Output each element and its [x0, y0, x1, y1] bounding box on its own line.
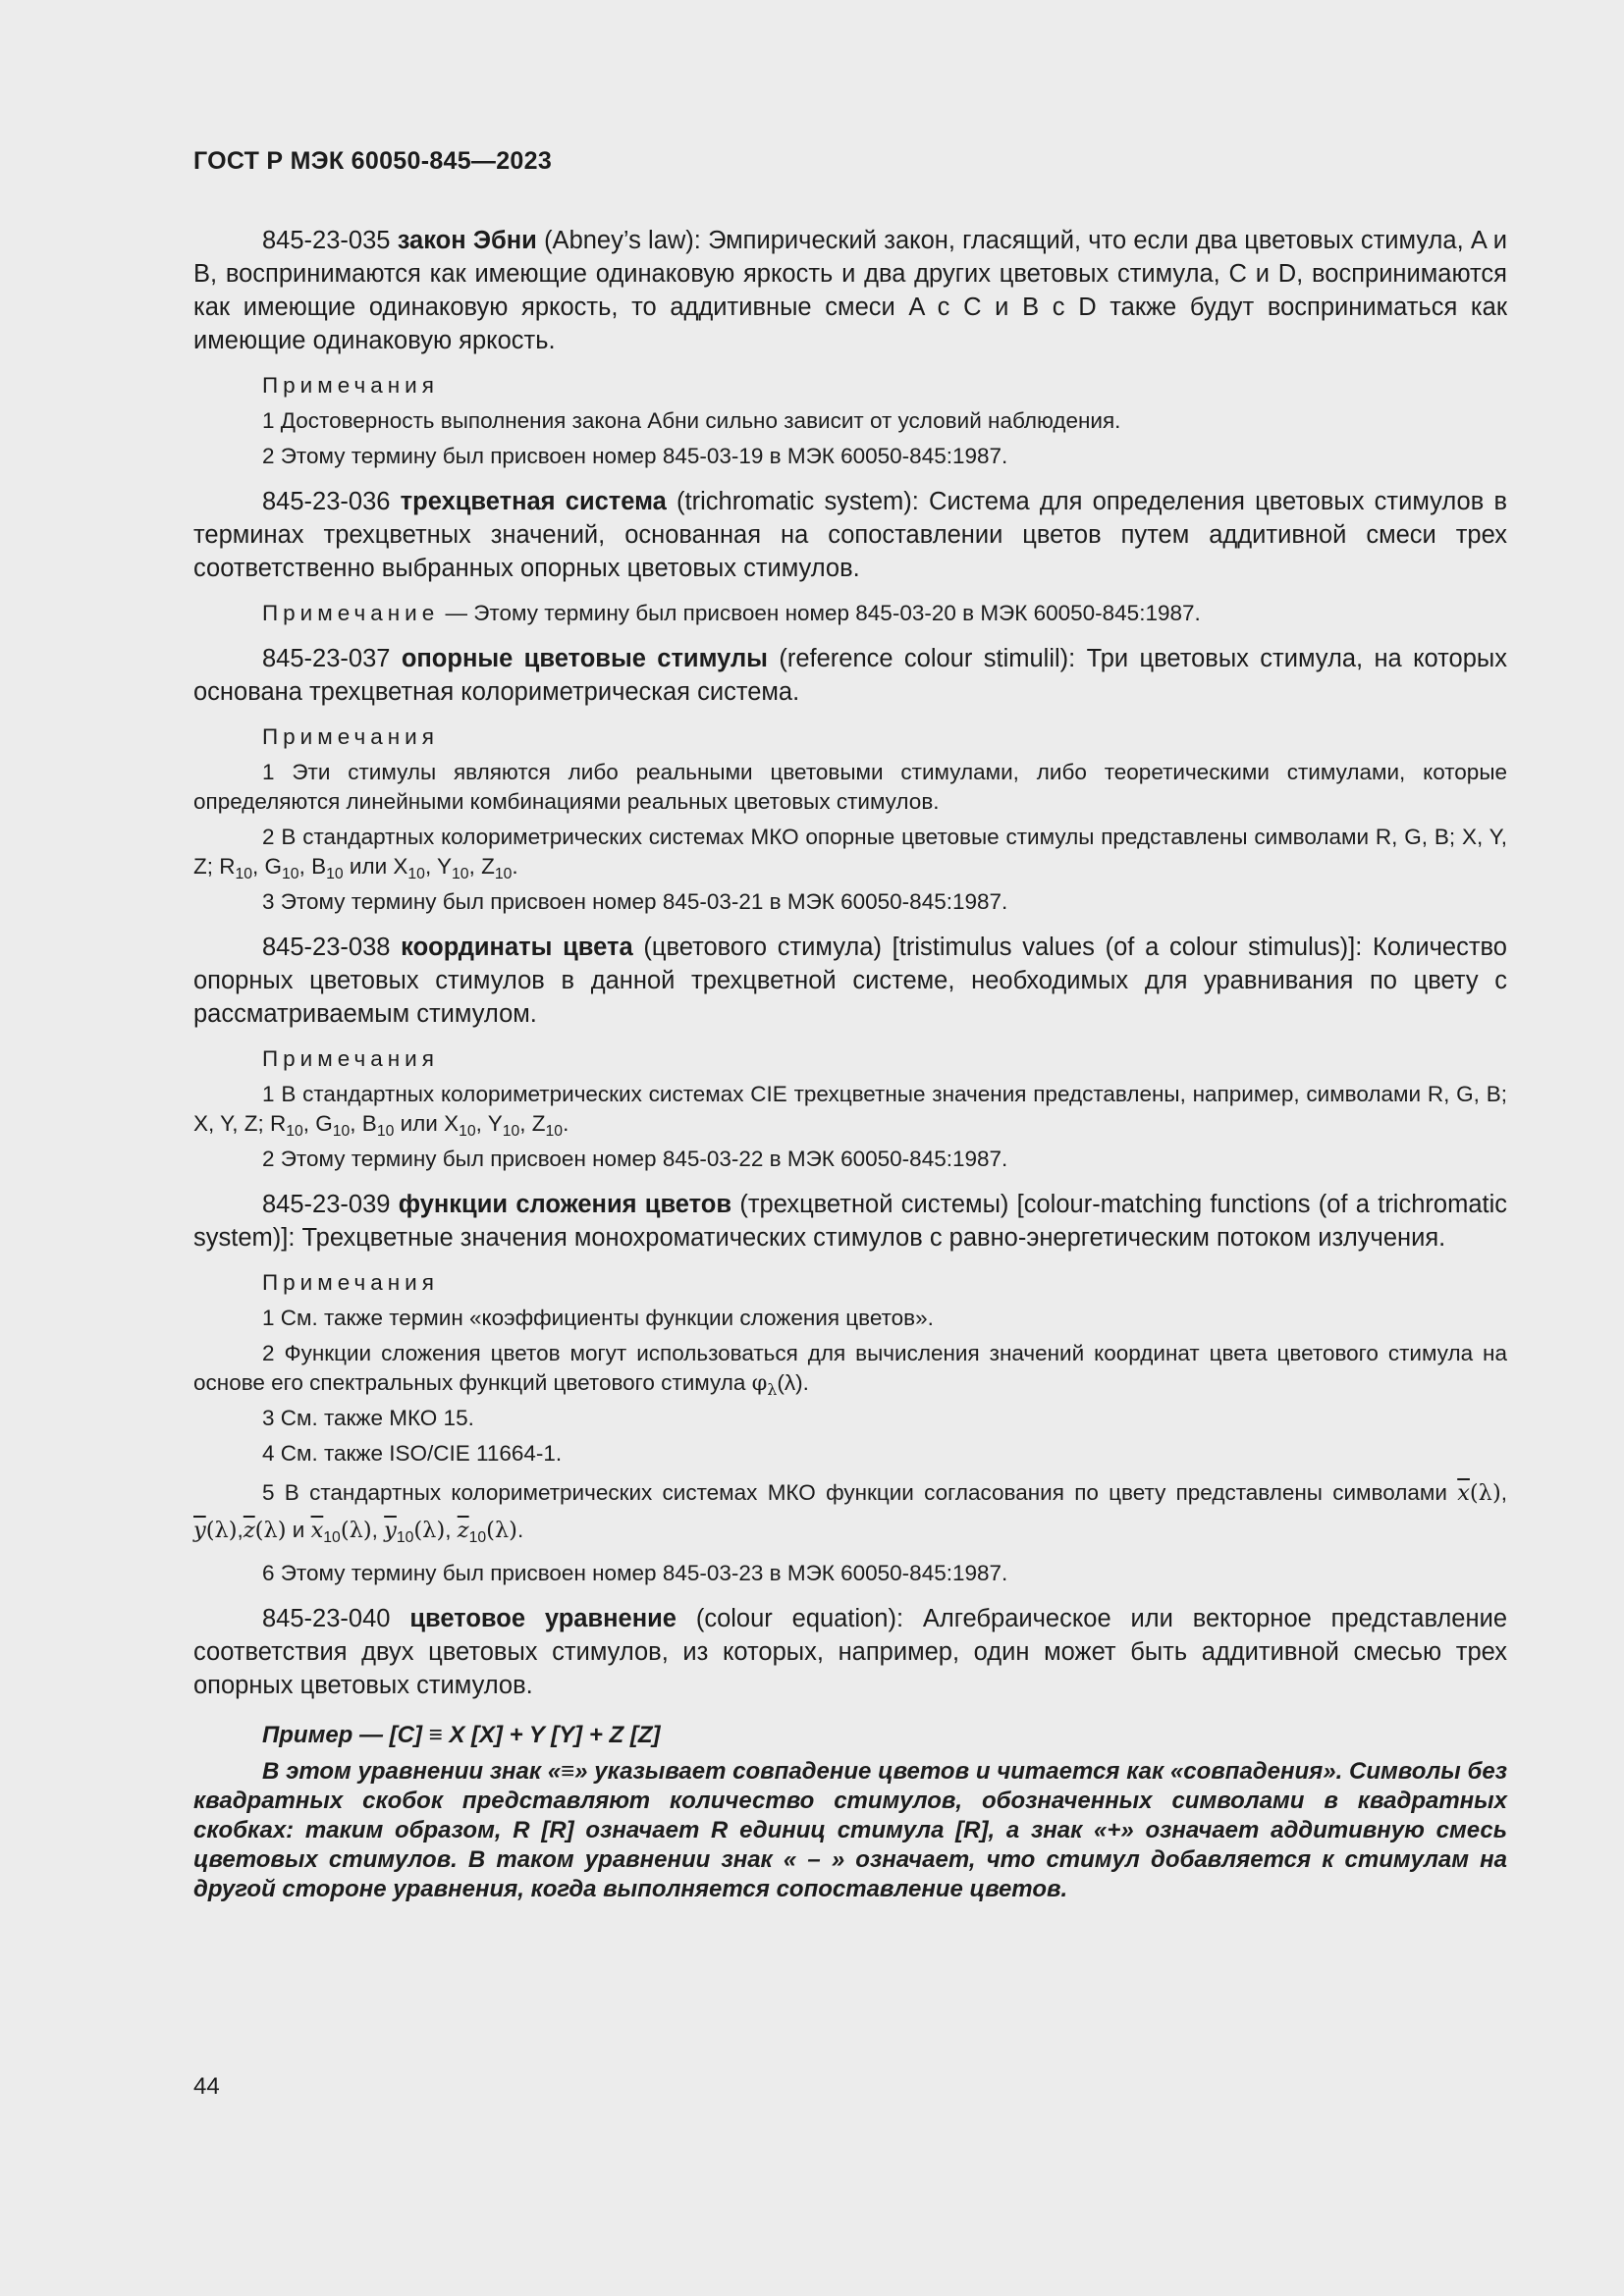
term-number: 845-23-037: [262, 645, 391, 672]
term-040: [193, 1602, 1507, 1702]
term-038: [193, 931, 1507, 1031]
term-name: функции сложения цветов: [398, 1191, 732, 1218]
term-name: опорные цветовые стимулы: [401, 645, 768, 672]
term-definition: (цветового стимула) [tristimulus values (of a colour stimulus)]: Количество опорных цветовых стимулов в данной трехцветной системе, необходимых для уравнивания по цвету с рассматриваемым стимулом.: [193, 934, 1507, 1028]
xbar-symbol: $\overline{x}$: [1457, 1480, 1470, 1506]
term-definition: (Abney’s law): Эмпирический закон, гласящий, что если два цветовых стимула, A и B, воспринимаются как имеющие одинаковую яркость и два других цветовых стимула, C и D, воспринимаются как имеющие одинаковую яркость, то аддитивные смеси A с C и B с D также будут восприниматься как имеющие одинаковую яркость.: [193, 227, 1507, 354]
note: 2 Этому термину был присвоен номер 845-03-19 в МЭК 60050-845:1987.: [262, 444, 1008, 468]
term-number: 845-23-036: [262, 488, 391, 515]
term-037: [193, 642, 1507, 709]
term-name: закон Эбни: [397, 227, 537, 254]
ybar-symbol: $\overline{y}$: [193, 1518, 206, 1543]
document-body: [193, 224, 1507, 1904]
notes-title: Примечания: [262, 373, 439, 398]
term-number: 845-23-039: [262, 1191, 391, 1218]
term-number: 845-23-040: [262, 1605, 391, 1632]
note: 2 В стандартных колориметрических системах МКО опорные цветовые стимулы представлены символами R, G, B; X, Y, Z; $R_{10}$, $G_{10}$, $B_{10}$ или $X_{10}$, $Y_{10}$, $Z_{10}$.: [193, 825, 1507, 882]
term-036: [193, 485, 1507, 585]
term-definition: (трехцветной системы) [colour-matching functions (of a trichromatic system)]: Трехцветные значения монохроматических стимулов с равно-энергетическим потоком излучения.: [193, 1191, 1508, 1252]
note: 4 См. также ISO/CIE 11664-1.: [262, 1441, 563, 1466]
term-definition: (reference colour stimulil): Три цветовых стимула, на которых основана трехцветная колориметрическая система.: [193, 645, 1507, 706]
note: 2 Этому термину был присвоен номер 845-03-22 в МЭК 60050-845:1987.: [262, 1147, 1008, 1171]
term-number: 845-23-035: [262, 227, 391, 254]
notes-title: Примечания: [262, 1046, 439, 1071]
term-name: координаты цвета: [401, 934, 633, 961]
page-number: 44: [193, 2073, 220, 2100]
phi-symbol: φ: [751, 1370, 768, 1396]
document-header: ГОСТ Р МЭК 60050-845—2023: [193, 147, 553, 175]
zbar-symbol: $\overline{z}$: [243, 1518, 255, 1543]
note: 1 Эти стимулы являются либо реальными цветовыми стимулами, либо теоретическими стимулами, которые определяются линейными комбинациями реальных цветовых стимулов.: [193, 760, 1507, 814]
note: 2 Функции сложения цветов могут использоваться для вычисления значений координат цвета цветового стимула на основе его спектральных функций цветового стимула $\varphi_\lambda(\lambda)$.: [193, 1341, 1507, 1399]
example-title: Пример — [C] ≡ X [X] + Y [Y] + Z [Z]: [262, 1722, 661, 1748]
notes-title: Примечания: [262, 1270, 439, 1295]
example-body: В этом уравнении знак «≡» указывает совпадение цветов и читается как «совпадения». Символы без квадратных скобок представляют количество стимулов, обозначенных символами в квадратных скобках: таким образом, R [R] означает R единиц стимула [R], а знак «+» означает аддитивную смесь цветовых стимулов. В таком уравнении знак « – » означает, что стимул добавляется к стимулам на другой стороне уравнения, когда выполняется сопоставление цветов.: [193, 1758, 1507, 1902]
notes-title: Примечания: [262, 724, 439, 749]
term-definition: (trichromatic system): Система для определения цветовых стимулов в терминах трехцветных значений, основанная на сопоставлении цветов путем аддитивной смеси трех соответственно выбранных опорных цветовых стимулов.: [193, 488, 1507, 582]
term-definition: (colour equation): Алгебраическое или векторное представление соответствия двух цветовых стимулов, из которых, например, один может быть аддитивной смесью трех опорных цветовых стимулов.: [193, 1605, 1508, 1699]
term-name: цветовое уравнение: [409, 1605, 677, 1632]
note-text: — Этому термину был присвоен номер 845-03-20 в МЭК 60050-845:1987.: [439, 601, 1201, 625]
note: [193, 599, 1507, 628]
note: 1 См. также термин «коэффициенты функции сложения цветов».: [262, 1306, 934, 1330]
note: 6 Этому термину был присвоен номер 845-03-23 в МЭК 60050-845:1987.: [262, 1561, 1008, 1585]
note: 3 См. также МКО 15.: [262, 1406, 474, 1430]
term-name: трехцветная система: [400, 488, 667, 515]
term-039: [193, 1188, 1507, 1255]
note: 3 Этому термину был присвоен номер 845-03-21 в МЭК 60050-845:1987.: [262, 889, 1008, 914]
term-number: 845-23-038: [262, 934, 391, 961]
note: 1 Достоверность выполнения закона Абни сильно зависит от условий наблюдения.: [262, 408, 1121, 433]
note: 5 В стандартных колориметрических системах МКО функции согласования по цвету представлены символами $\overline{x}(\lambda)$, $\overline{y}(\lambda),\overline{z}(\lambda)$ и $\overline{x}_{10}(\lambda)$, $\overline{y}_{10}(\lambda)$, $\overline{z}_{10}(\lambda)$.: [193, 1480, 1507, 1546]
term-035: [193, 224, 1507, 357]
note: 1 В стандартных колориметрических системах CIE трехцветные значения представлены, например, символами R, G, B; X, Y, Z; $R_{10}$, $G_{10}$, $B_{10}$ или $X_{10}$, $Y_{10}$, $Z_{10}$.: [193, 1082, 1507, 1140]
note-label: Примечание: [262, 601, 440, 625]
